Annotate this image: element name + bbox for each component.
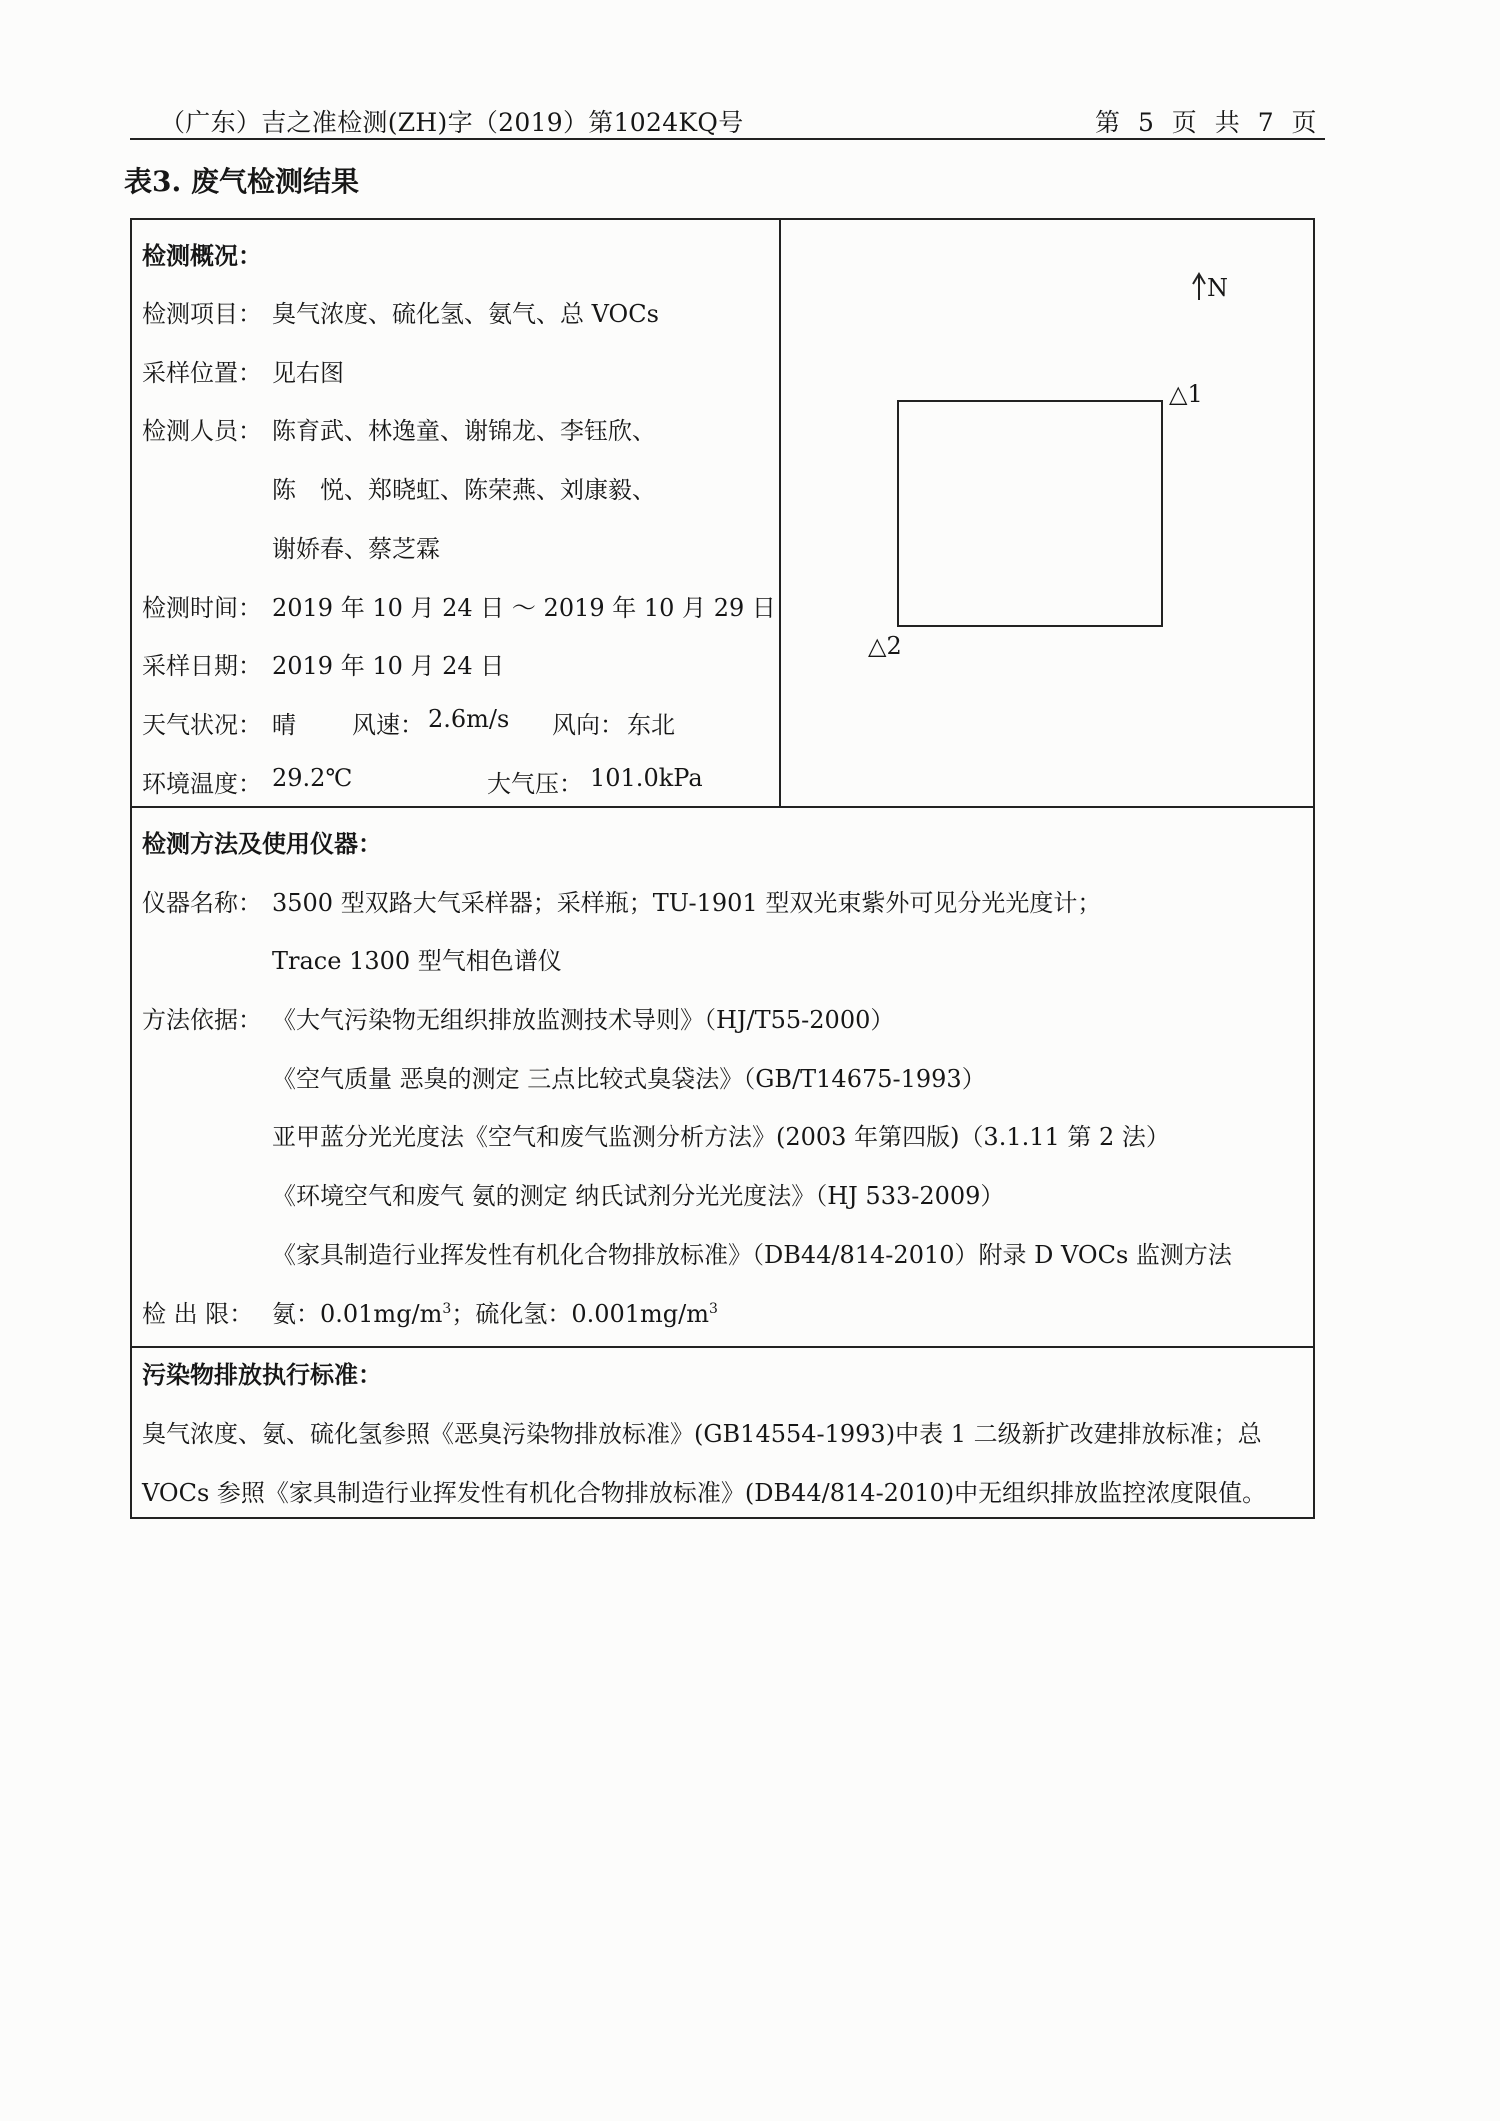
page-number: 第 5 页 共 7 页	[1095, 108, 1319, 137]
location-value: 见右图	[272, 359, 344, 387]
north-arrow-icon	[1193, 274, 1205, 300]
wind-direction-label: 风向：	[552, 711, 624, 739]
instrument-line-2: Trace 1300 型气相色谱仪	[272, 947, 562, 975]
staff-label: 检测人员：	[142, 417, 262, 445]
limit-ammonia: 氨：0.01mg/m	[272, 1300, 443, 1328]
sampling-point-1: △1	[1169, 380, 1203, 408]
detection-limit-values	[272, 1294, 718, 1329]
pressure-value: 101.0kPa	[590, 764, 703, 792]
north-label: N	[1207, 274, 1228, 302]
instrument-line-1: 3500 型双路大气采样器；采样瓶；TU-1901 型双光束紫外可见分光光度计；	[272, 889, 1102, 917]
basis-line-1: 《大气污染物无组织排放监测技术导则》（HJ/T55-2000）	[272, 1006, 895, 1034]
detection-limit-label: 检 出 限：	[142, 1300, 254, 1328]
wind-speed-value: 2.6m/s	[428, 705, 510, 733]
sampling-point-2: △2	[868, 632, 902, 660]
wind-direction-value: 东北	[627, 711, 675, 739]
weather-label: 天气状况：	[142, 711, 262, 739]
basis-line-5: 《家具制造行业挥发性有机化合物排放标准》（DB44/814-2010）附录 D VOCs 监测方法	[272, 1241, 1232, 1269]
sample-date-label: 采样日期：	[142, 652, 262, 680]
standard-line-1: 臭气浓度、氨、硫化氢参照《恶臭污染物排放标准》(GB14554-1993)中表 1 二级新扩改建排放标准；总	[142, 1420, 1262, 1448]
instrument-label: 仪器名称：	[142, 889, 262, 917]
test-time-value: 2019 年 10 月 24 日 ～ 2019 年 10 月 29 日	[272, 594, 776, 622]
wind-speed-label: 风速：	[352, 711, 424, 739]
items-value: 臭气浓度、硫化氢、氨气、总 VOCs	[272, 300, 659, 328]
items-label: 检测项目：	[142, 300, 262, 328]
basis-line-4: 《环境空气和废气 氨的测定 纳氏试剂分光光度法》（HJ 533-2009）	[272, 1182, 1005, 1210]
staff-line-3: 谢娇春、蔡芝霖	[272, 535, 440, 563]
staff-line-2: 陈 悦、郑晓虹、陈荣燕、刘康毅、	[272, 476, 656, 504]
test-time-label: 检测时间：	[142, 594, 262, 622]
limit-unit-sup-2: 3	[709, 1301, 718, 1317]
location-label: 采样位置：	[142, 359, 262, 387]
sample-date-value: 2019 年 10 月 24 日	[272, 652, 505, 680]
standard-line-2: VOCs 参照《家具制造行业挥发性有机化合物排放标准》(DB44/814-2010)中无组织排放监控浓度限值。	[142, 1479, 1267, 1507]
report-number: （广东）吉之准检测(ZH)字（2019）第1024KQ号	[160, 108, 744, 137]
table-title: 表3. 废气检测结果	[124, 165, 359, 198]
basis-label: 方法依据：	[142, 1006, 262, 1034]
weather-value: 晴	[272, 711, 296, 739]
basis-line-3: 亚甲蓝分光光度法《空气和废气监测分析方法》(2003 年第四版)（3.1.11 第 2 法）	[272, 1123, 1170, 1151]
limit-unit-sup-1: 3	[442, 1301, 452, 1317]
limit-h2s: ；硫化氢：0.001mg/m	[451, 1300, 709, 1328]
site-boundary	[898, 401, 1162, 626]
method-title: 检测方法及使用仪器：	[142, 829, 382, 858]
standard-title: 污染物排放执行标准：	[142, 1360, 382, 1389]
temperature-label: 环境温度：	[142, 770, 262, 798]
temperature-value: 29.2℃	[272, 764, 353, 792]
staff-line-1: 陈育武、林逸童、谢锦龙、李钰欣、	[272, 417, 656, 445]
basis-line-2: 《空气质量 恶臭的测定 三点比较式臭袋法》（GB/T14675-1993）	[272, 1065, 986, 1093]
pressure-label: 大气压：	[487, 770, 583, 798]
overview-title: 检测概况：	[142, 241, 262, 270]
